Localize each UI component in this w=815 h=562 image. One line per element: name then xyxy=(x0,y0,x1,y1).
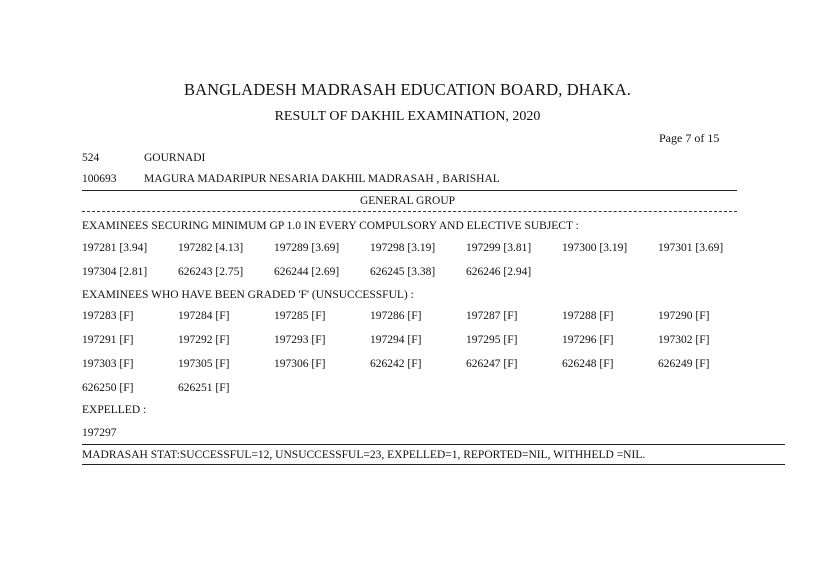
failed-section-label: EXAMINEES WHO HAVE BEEN GRADED 'F' (UNSUCCESSFUL) : xyxy=(82,289,414,301)
roll-result-cell: 197285 [F] xyxy=(274,310,326,322)
roll-result-cell: 626242 [F] xyxy=(370,358,422,370)
roll-result-cell: 197286 [F] xyxy=(370,310,422,322)
madrasah-name: MAGURA MADARIPUR NESARIA DAKHIL MADRASAH , BARISHAL xyxy=(144,173,500,185)
roll-result-cell: 197297 xyxy=(82,427,117,439)
result-row xyxy=(82,334,762,358)
district-name: GOURNADI xyxy=(144,152,206,164)
rule-stat-top xyxy=(82,444,785,445)
passed-results-grid xyxy=(82,242,762,290)
result-row xyxy=(82,242,762,266)
roll-result-cell: 197281 [3.94] xyxy=(82,242,148,254)
madrasah-stat: MADRASAH STAT:SUCCESSFUL=12, UNSUCCESSFUL=23, EXPELLED=1, REPORTED=NIL, WITHHELD =NIL. xyxy=(82,449,646,461)
roll-result-cell: 626244 [2.69] xyxy=(274,266,340,278)
rule-stat-bottom xyxy=(82,464,785,465)
district-code: 524 xyxy=(82,152,100,164)
roll-result-cell: 197305 [F] xyxy=(178,358,230,370)
roll-result-cell: 197302 [F] xyxy=(658,334,710,346)
roll-result-cell: 197284 [F] xyxy=(178,310,230,322)
roll-result-cell: 197282 [4.13] xyxy=(178,242,244,254)
roll-result-cell: 197295 [F] xyxy=(466,334,518,346)
dashed-divider xyxy=(82,211,737,212)
roll-result-cell: 197303 [F] xyxy=(82,358,134,370)
page-number: Page 7 of 15 xyxy=(659,131,720,145)
result-row xyxy=(82,358,762,382)
expelled-section-label: EXPELLED : xyxy=(82,404,147,416)
roll-result-cell: 197289 [3.69] xyxy=(274,242,340,254)
madrasah-code: 100693 xyxy=(82,173,117,185)
roll-result-cell: 197292 [F] xyxy=(178,334,230,346)
roll-result-cell: 626243 [2.75] xyxy=(178,266,244,278)
roll-result-cell: 197294 [F] xyxy=(370,334,422,346)
roll-result-cell: 197291 [F] xyxy=(82,334,134,346)
failed-results-grid xyxy=(82,310,762,406)
passed-section-label: EXAMINEES SECURING MINIMUM GP 1.0 IN EVERY COMPULSORY AND ELECTIVE SUBJECT : xyxy=(82,220,579,232)
roll-result-cell: 626246 [2.94] xyxy=(466,266,532,278)
roll-result-cell: 197306 [F] xyxy=(274,358,326,370)
result-row xyxy=(82,266,762,290)
roll-result-cell: 197300 [3.19] xyxy=(562,242,628,254)
result-row xyxy=(82,427,762,451)
roll-result-cell: 197298 [3.19] xyxy=(370,242,436,254)
expelled-results-grid xyxy=(82,427,762,451)
roll-result-cell: 626245 [3.38] xyxy=(370,266,436,278)
result-row xyxy=(82,382,762,406)
rule-top xyxy=(82,190,737,191)
roll-result-cell: 626247 [F] xyxy=(466,358,518,370)
roll-result-cell: 197287 [F] xyxy=(466,310,518,322)
group-name: GENERAL GROUP xyxy=(359,195,456,207)
roll-result-cell: 626251 [F] xyxy=(178,382,230,394)
roll-result-cell: 197288 [F] xyxy=(562,310,614,322)
board-title: BANGLADESH MADRASAH EDUCATION BOARD, DHAKA. xyxy=(183,80,632,99)
roll-result-cell: 626248 [F] xyxy=(562,358,614,370)
roll-result-cell: 197301 [3.69] xyxy=(658,242,724,254)
roll-result-cell: 197290 [F] xyxy=(658,310,710,322)
roll-result-cell: 197283 [F] xyxy=(82,310,134,322)
roll-result-cell: 197296 [F] xyxy=(562,334,614,346)
exam-title: RESULT OF DAKHIL EXAMINATION, 2020 xyxy=(274,109,541,124)
roll-result-cell: 197299 [3.81] xyxy=(466,242,532,254)
roll-result-cell: 626249 [F] xyxy=(658,358,710,370)
roll-result-cell: 197293 [F] xyxy=(274,334,326,346)
roll-result-cell: 197304 [2.81] xyxy=(82,266,148,278)
result-row xyxy=(82,310,762,334)
roll-result-cell: 626250 [F] xyxy=(82,382,134,394)
